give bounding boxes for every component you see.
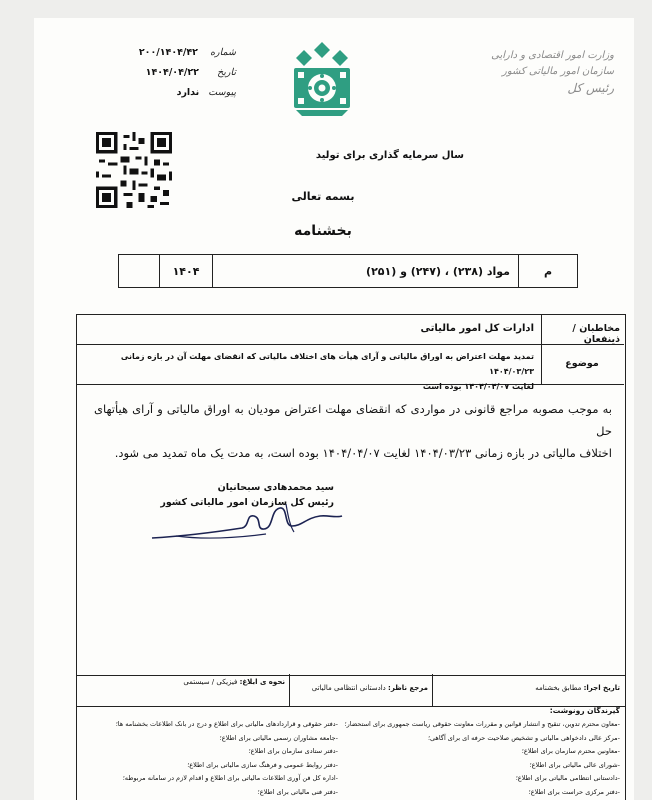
execution-date-label: تاریخ اجرا:: [583, 684, 620, 692]
basmala: بسمه تعالی: [291, 190, 355, 203]
execution-date-value: مطابق بخشنامه: [535, 684, 582, 692]
exec-divider-2: [289, 674, 290, 706]
recipients-column-left: [80, 718, 338, 799]
cc-left-1: -دفتر حقوقی و قراردادهای مالیاتی برای اطلاع و درج در بانک اطلاعات بخشنامه ها؛: [115, 720, 338, 728]
cc-right-2: -مرکز عالی دادخواهی مالیاتی و تشخیص صلاحیت حرفه ای برای آگاهی؛: [427, 733, 620, 742]
row-cell-right: [119, 255, 160, 288]
notification-method-value: فیزیکی / سیستمی: [183, 678, 238, 686]
attachment-label: پیوست: [208, 87, 236, 98]
articles-cell: مواد (۲۳۸) ، (۲۴۷) و (۲۵۱): [213, 255, 519, 288]
signatory-name: سید محمدهادی سبحانیان: [217, 482, 334, 493]
cc-left-2: -جامعه مشاوران رسمی مالیاتی برای اطلاع؛: [219, 733, 338, 742]
date-label: تاریخ: [217, 67, 236, 78]
notification-method: [80, 678, 285, 686]
supervising-authority-value: دادستانی انتظامی مالیاتی: [311, 684, 386, 692]
number-label: شماره: [210, 47, 236, 58]
year-slogan: سال سرمایه گذاری برای تولید: [315, 150, 464, 161]
ministry-line-1: وزارت امور اقتصادی و دارایی: [491, 50, 614, 61]
execution-date: [436, 684, 620, 692]
recipients-heading: گیرندگان رونوشت:: [549, 706, 620, 715]
ministry-line-3: رئیس کل: [567, 81, 614, 95]
handwritten-signature: [146, 496, 346, 546]
tax-organization-logo: [290, 40, 354, 116]
cc-right-3: -معاونین محترم سازمان برای اطلاع؛: [521, 747, 620, 755]
attachment-value: ندارد: [176, 87, 200, 98]
label-column-divider: [541, 314, 542, 384]
circular-number-row: [118, 254, 578, 288]
subject-label: موضوع: [565, 358, 599, 369]
ministry-header: [464, 48, 614, 96]
cc-left-4: -دفتر روابط عمومی و فرهنگ سازی مالیاتی برای اطلاع؛: [187, 760, 338, 769]
recipients-column-right: [340, 718, 620, 799]
cc-right-6: -دفتر مرکزی حراست برای اطلاع؛: [528, 787, 620, 796]
document-title: بخشنامه: [294, 223, 352, 239]
addressees-label: مخاطبان / ذینفعان: [572, 323, 620, 345]
qr-code: [96, 132, 172, 208]
cc-right-4: -شورای عالی مالیاتی برای اطلاع؛: [529, 760, 620, 769]
supervising-authority-label: مرجع ناظر:: [388, 684, 428, 692]
number-value: ۲۰۰/۱۴۰۴/۴۲: [138, 47, 198, 58]
ministry-line-2: سازمان امور مالیاتی کشور: [502, 66, 614, 77]
addressees-value: ادارات کل امور مالیاتی: [420, 323, 534, 334]
body-paragraph: [94, 398, 612, 464]
cc-right-1: -معاون محترم تدوین، تنقیح و انتشار قوانین و مقررات معاونت حقوقی ریاست جمهوری برای استحضار؛: [344, 720, 620, 728]
cc-right-5: -دادستانی انتظامی مالیاتی برای اطلاع؛: [515, 774, 620, 782]
subject-line-1: تمدید مهلت اعتراض به اوراق مالیاتی و آرای هیأت های اختلاف مالیاتی که انقضای مهلت آن در بازه زمانی ۱۴۰۴/۰۳/۲۳: [120, 352, 534, 376]
date-value: ۱۴۰۴/۰۴/۲۲: [145, 67, 199, 78]
subject-value: [82, 349, 534, 394]
exec-divider-1: [432, 674, 433, 706]
supervising-authority: [292, 684, 428, 692]
body-line-2: اختلاف مالیاتی در بازه زمانی ۱۴۰۴/۰۳/۲۳ لغایت ۱۴۰۴/۰۴/۰۷ بوده است، به مدت یک ماه تمدید می شود.: [114, 446, 612, 460]
cc-left-3: -دفتر ستادی سازمان برای اطلاع؛: [248, 747, 338, 755]
subject-line-2: لغایت ۱۴۰۴/۰۴/۰۷ بوده است: [422, 382, 534, 391]
letter-code-cell: م: [519, 255, 578, 288]
circular-year-cell: ۱۴۰۴: [160, 255, 213, 288]
cc-left-6: -دفتر فنی مالیاتی برای اطلاع؛: [257, 787, 338, 796]
notification-method-label: نحوه ی ابلاغ:: [239, 678, 285, 686]
letter-meta: [96, 43, 236, 103]
body-line-1: به موجب مصوبه مراجع قانونی در مواردی که انقضای مهلت اعتراض مودیان به اوراق مالیاتی و آرای هیأتهای حل: [94, 402, 612, 438]
signatory-title: رئیس کل سازمان امور مالیاتی کشور: [160, 497, 334, 508]
circular-page: [34, 18, 634, 800]
cc-left-5: -اداره کل فن آوری اطلاعات مالیاتی برای اطلاع و اقدام لازم در سامانه مربوطه؛: [122, 774, 338, 782]
